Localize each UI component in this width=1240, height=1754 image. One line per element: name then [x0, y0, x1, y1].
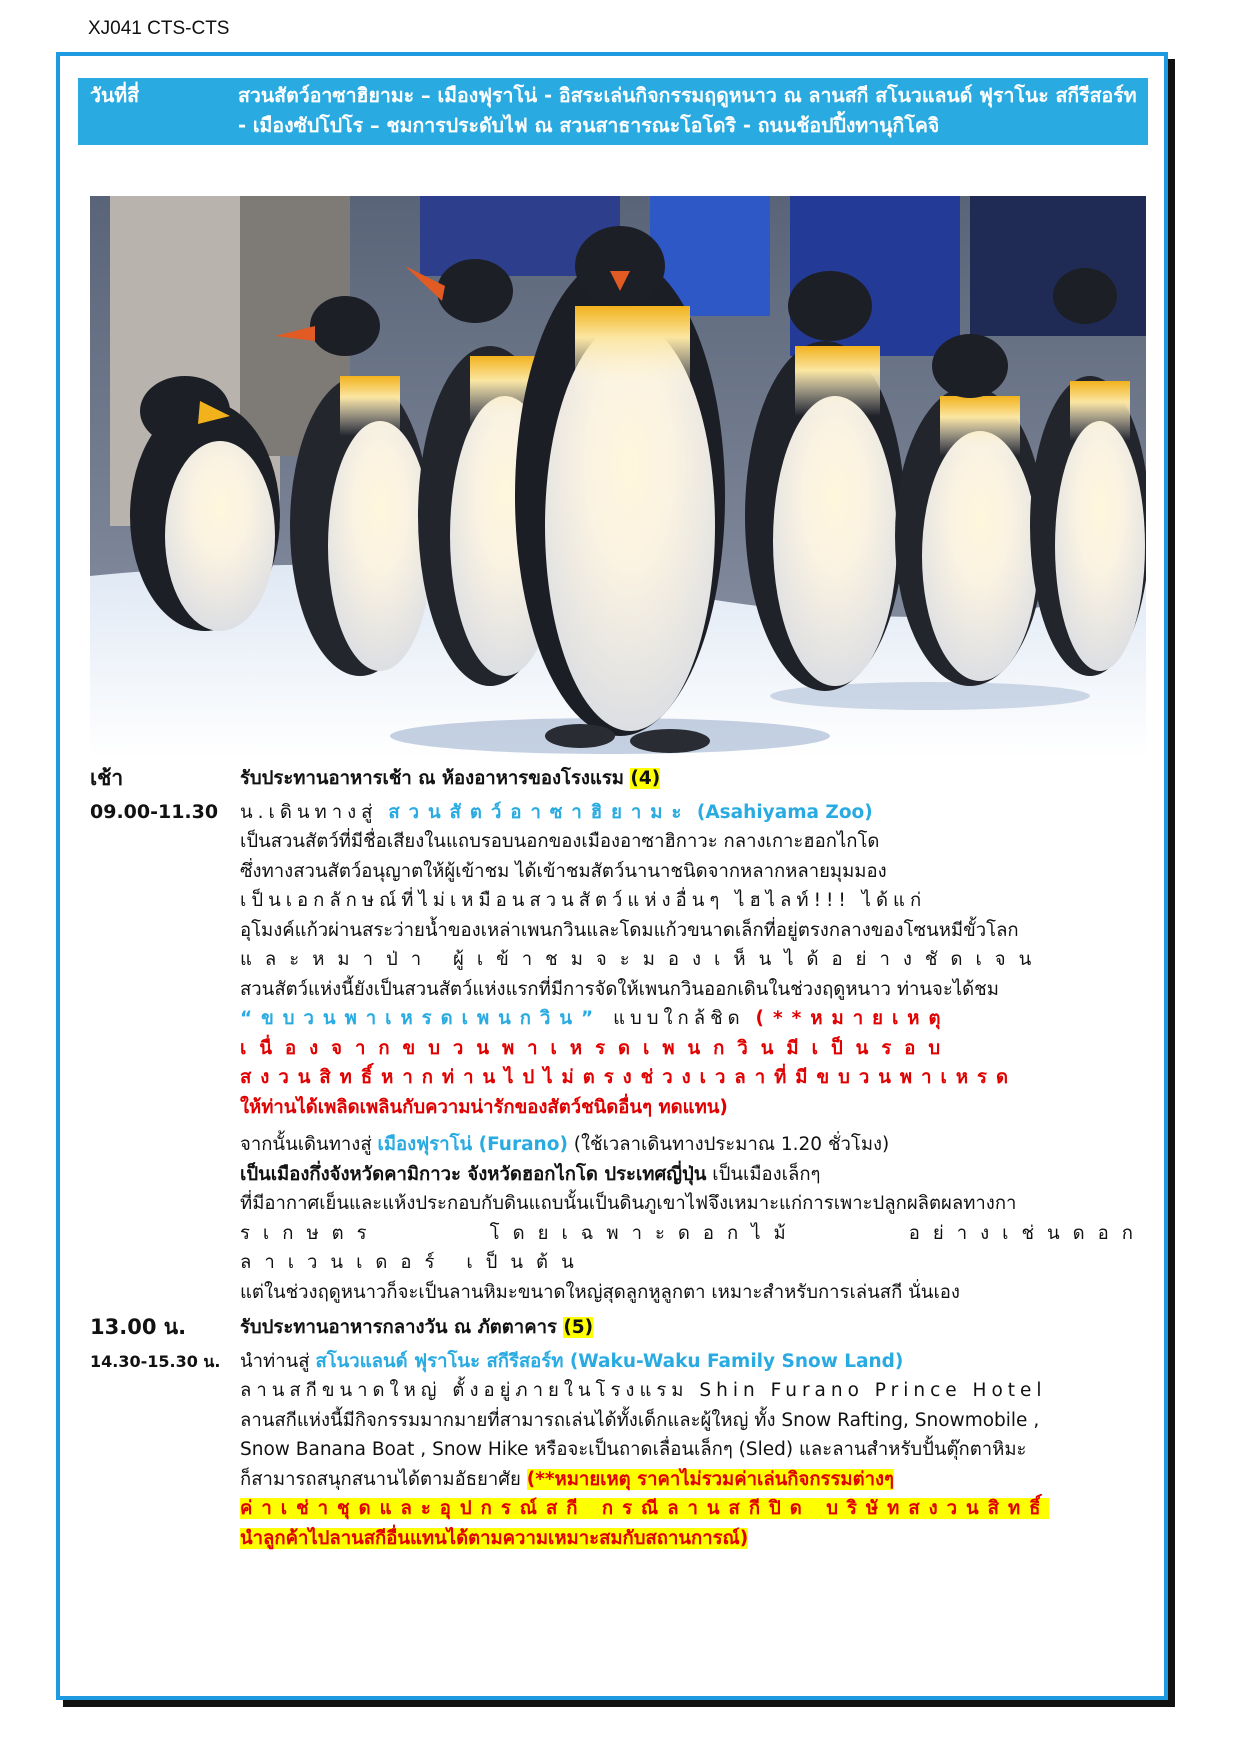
zoo-place-en: (Asahiyama Zoo): [690, 801, 873, 823]
penguin-parade-label: “ขบวนพาเหรดเพนกวิน”: [240, 1008, 603, 1029]
breakfast-row: [90, 764, 1146, 794]
zoo-line-3: ซึ่งทางสวนสัตว์อนุญาตให้ผู้เข้าชม ได้เข้าชมสัตว์นานาชนิดจากหลากหลายมุมมอง: [240, 860, 887, 882]
zoo-line-6: และหมาป่า ผู้เข้าชมจะมองเห็นได้อย่างชัดเจน: [240, 949, 1045, 970]
zoo-line-5: อุโมงค์แก้วผ่านสระว่ายน้ำของเหล่าเพนกวินและโดมแก้วขนาดเล็กที่อยู่ตรงกลางของโซนหมีขั้วโลก: [240, 919, 1019, 941]
zoo-note-line-4: ให้ท่านได้เพลิดเพลินกับความน่ารักของสัตว์ชนิดอื่นๆ ทดแทน): [240, 1096, 728, 1118]
penguin-photo-illustration: [90, 196, 1146, 758]
snowland-note-line-1: (**หมายเหตุ ราคาไม่รวมค่าเล่นกิจกรรมต่างๆ: [526, 1468, 894, 1490]
snowland-lead: นำท่านสู่: [240, 1350, 316, 1372]
day-header: [78, 78, 1148, 145]
breakfast-time: เช้า: [90, 766, 124, 790]
itinerary-content: [90, 764, 1146, 1553]
snowland-note-line-3: นำลูกค้าไปลานสกีอื่นแทนได้ตามความเหมาะสมกับสถานการณ์): [240, 1527, 749, 1549]
document-code: XJ041 CTS-CTS: [88, 18, 230, 39]
zoo-time: 09.00-11.30: [90, 800, 219, 823]
breakfast-desc: [240, 764, 1146, 794]
snowland-place: สโนวแลนด์ ฟุราโนะ สกีรีสอร์ท (Waku-Waku Family Snow Land): [315, 1350, 904, 1372]
zoo-line-7: สวนสัตว์แห่งนี้ยังเป็นสวนสัตว์แห่งแรกที่มีการจัดให้เพนกวินออกเดินในช่วงฤดูหนาว ท่านจะได้ชม: [240, 978, 999, 1000]
zoo-line-4: เป็นเอกลักษณ์ที่ไม่เหมือนสวนสัตว์แห่งอื่นๆ ไฮไลท์!!! ได้แก่: [240, 890, 927, 911]
zoo-desc: [240, 798, 1146, 1123]
day-label: วันที่สี่: [90, 84, 140, 107]
zoo-lead: น.เดินทางสู่: [240, 801, 389, 823]
snowland-line-3: ลานสกีแห่งนี้มีกิจกรรมมากมายที่สามารถเล่นได้ทั้งเด็กและผู้ใหญ่ ทั้ง Snow Rafting, Snowmobile ,: [240, 1409, 1040, 1431]
furano-desc: [240, 1130, 1146, 1307]
breakfast-meal-number: (4): [630, 768, 661, 789]
furano-line-5: แต่ในช่วงฤดูหนาวก็จะเป็นลานหิมะขนาดใหญ่สุดลูกหูลูกตา เหมาะสำหรับการเล่นสกี นั่นเอง: [240, 1281, 960, 1303]
furano-line-4: รเกษตร โดยเฉพาะดอกไม้ อย่างเช่นดอกลาเวนเดอร์ เป็นต้น: [240, 1222, 1146, 1273]
zoo-note-line-2: เนื่องจากขบวนพาเหรดเพนกวินมีเป็นรอบ: [240, 1037, 954, 1059]
furano-line-1-b: (ใช้เวลาเดินทางประมาณ 1.20 ชั่วโมง): [567, 1134, 890, 1155]
furano-place: เมืองฟุราโน่ (Furano): [377, 1134, 568, 1155]
zoo-place: สวนสัตว์อาซาฮิยามะ: [388, 801, 691, 823]
furano-line-3: ที่มีอากาศเย็นและแห้งประกอบกับดินแถบนั้นเป็นดินภูเขาไฟจึงเหมาะแก่การเพาะปลูกผลิตผลทางกา: [240, 1193, 1017, 1214]
lunch-time: 13.00 น.: [90, 1315, 187, 1339]
snowland-line-2: ลานสกีขนาดใหญ่ ตั้งอยู่ภายในโรงแรม Shin Furano Prince Hotel: [240, 1380, 1047, 1401]
day-title: สวนสัตว์อาซาฮิยามะ – เมืองฟุราโน่ - อิสระเล่นกิจกรรมฤดูหนาว ณ ลานสกี สโนวแลนด์ ฟุราโนะ สกีรีสอร์ท - เมืองซัปโปโร – ชมการประดับไฟ ณ สวนสาธารณะโอโดริ - ถนนช้อปปิ้งทานุกิโคจิ: [238, 84, 1137, 137]
zoo-row: [90, 798, 1146, 1123]
lunch-desc: [240, 1313, 1146, 1343]
snowland-row: [90, 1347, 1146, 1554]
snowland-line-5: ก็สามารถสนุกสนานได้ตามอัธยาศัย: [240, 1468, 527, 1490]
snowland-note-line-2: ค่าเช่าชุดและอุปกรณ์สกี กรณีลานสกีปิด บริษัทสงวนสิทธิ์: [240, 1498, 1050, 1519]
snowland-line-4: Snow Banana Boat , Snow Hike หรือจะเป็นถาดเลื่อนเล็กๆ (Sled) และลานสำหรับปั้นตุ๊กตาหิมะ: [240, 1439, 1027, 1460]
furano-line-1-a: จากนั้นเดินทางสู่: [240, 1134, 378, 1155]
penguin-parade-photo: [90, 196, 1146, 758]
zoo-note-line-1: (**หมายเหตุ: [755, 1008, 950, 1029]
snowland-time: 14.30-15.30 น.: [90, 1351, 221, 1371]
snowland-desc: [240, 1347, 1146, 1554]
furano-row: [90, 1130, 1146, 1307]
lunch-meal-number: (5): [563, 1317, 594, 1338]
furano-line-2-rest: เป็นเมืองเล็กๆ: [706, 1163, 821, 1185]
lunch-row: [90, 1313, 1146, 1343]
itinerary-frame: [56, 52, 1168, 1700]
furano-time-empty: [90, 1130, 240, 1307]
furano-line-2-bold: เป็นเมืองกึ่งจังหวัดคามิกาวะ จังหวัดฮอกไกโด ประเทศญี่ปุ่น: [240, 1163, 707, 1185]
penguin-parade-after: แบบใกล้ชิด: [602, 1008, 756, 1029]
breakfast-text: รับประทานอาหารเช้า ณ ห้องอาหารของโรงแรม: [240, 768, 624, 789]
zoo-note-line-3: สงวนสิทธิ์หากท่านไปไม่ตรงช่วงเวลาที่มีขบวนพาเหรด: [240, 1067, 1017, 1088]
zoo-line-2: เป็นสวนสัตว์ที่มีชื่อเสียงในแถบรอบนอกของเมืองอาซาฮิกาวะ กลางเกาะฮอกไกโด: [240, 831, 880, 852]
lunch-text: รับประทานอาหารกลางวัน ณ ภัตตาคาร: [240, 1317, 564, 1338]
